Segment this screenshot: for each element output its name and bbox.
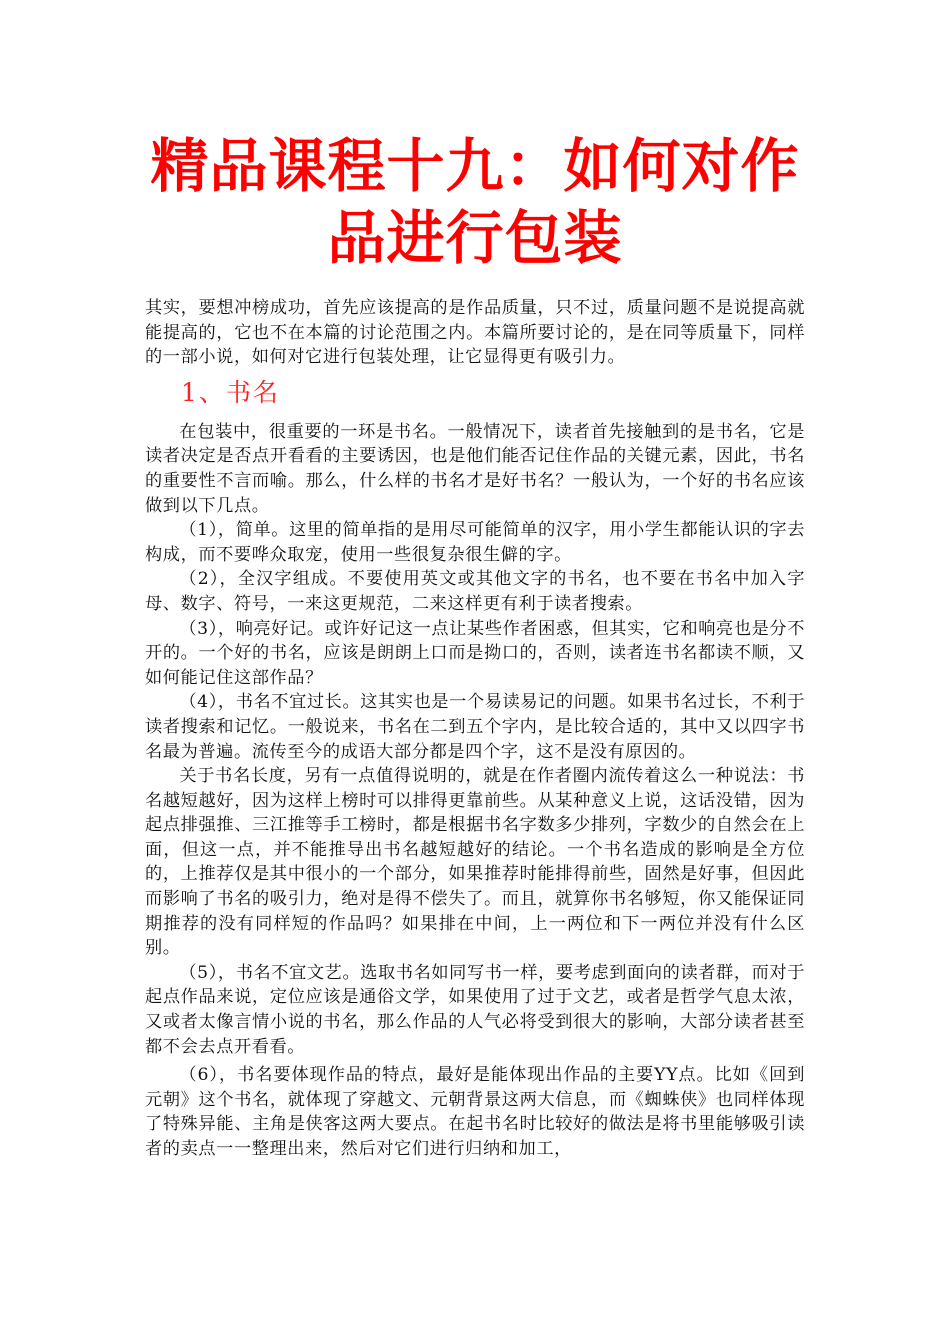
intro-paragraph: 其实，要想冲榜成功，首先应该提高的是作品质量，只不过，质量问题不是说提高就能提高的，它也不在本篇的讨论范围之内。本篇所要讨论的，是在同等质量下，同样的一部小说，如何对它进行包装处理，让它显得更有吸引力。: [145, 298, 805, 368]
document-title: [120, 130, 830, 274]
paragraph-7: （5），书名不宜文艺。选取书名如同写书一样，要考虑到面向的读者群，而对于起点作品来说，定位应该是通俗文学，如果使用了过于文艺，或者是哲学气息太浓，又或者太像言情小说的书名，那么作品的人气必将受到很大的影响，大部分读者甚至都不会去点开看看。: [145, 962, 805, 1057]
title-line-1: 精品课程十九：如何对作: [150, 132, 800, 200]
section-heading-book-title: 1、书名: [181, 377, 280, 407]
document-body: [145, 296, 805, 1162]
paragraph-2: （1），简单。这里的简单指的是用尽可能简单的汉字，用小学生都能认识的字去构成，而不要哗众取宠，使用一些很复杂很生僻的字。: [145, 520, 805, 565]
paragraph-3: （2），全汉字组成。不要使用英文或其他文字的书名，也不要在书名中加入字母、数字、符号，一来这更规范，二来这样更有利于读者搜索。: [145, 569, 805, 614]
paragraph-5: （4），书名不宜过长。这其实也是一个易读易记的问题。如果书名过长，不利于读者搜索和记忆。一般说来，书名在二到五个字内，是比较合适的，其中又以四字书名最为普遍。流传至今的成语大部分都是四个字，这不是没有原因的。: [145, 692, 805, 762]
paragraph-4: （3），响亮好记。或许好记这一点让某些作者困惑，但其实，它和响亮也是分不开的。一个好的书名，应该是朗朗上口而是拗口的，否则，读者连书名都读不顺，又如何能记住这部作品？: [145, 618, 805, 688]
paragraph-6: 关于书名长度，另有一点值得说明的，就是在作者圈内流传着这么一种说法：书名越短越好，因为这样上榜时可以排得更靠前些。从某种意义上说，这话没错，因为起点排强推、三江推等手工榜时，都是根据书名字数多少排列，字数少的自然会在上面，但这一点，并不能推导出书名越短越好的结论。一个书名造成的影响是全方位的，上推荐仅是其中很小的一个部分，如果推荐时能排得前些，固然是好事，但因此而影响了书名的吸引力，绝对是得不偿失了。而且，就算你书名够短，你又能保证同期推荐的没有同样短的作品吗？如果排在中间，上一两位和下一两位并没有什么区别。: [145, 766, 805, 959]
title-line-2: 品进行包装: [327, 204, 623, 272]
paragraph-8: （6），书名要体现作品的特点，最好是能体现出作品的主要YY点。比如《回到元朝》这个书名，就体现了穿越文、元朝背景这两大信息，而《蜘蛛侠》也同样体现了特殊异能、主角是侠客这两大要点。在起书名时比较好的做法是将书里能够吸引读者的卖点一一整理出来，然后对它们进行归纳和加工，: [145, 1065, 805, 1159]
paragraph-1: 在包装中，很重要的一环是书名。一般情况下，读者首先接触到的是书名，它是读者决定是否点开看看的主要诱因，也是他们能否记住作品的关键元素，因此，书名的重要性不言而喻。那么，什么样的书名才是好书名？一般认为，一个好的书名应该做到以下几点。: [145, 421, 805, 516]
